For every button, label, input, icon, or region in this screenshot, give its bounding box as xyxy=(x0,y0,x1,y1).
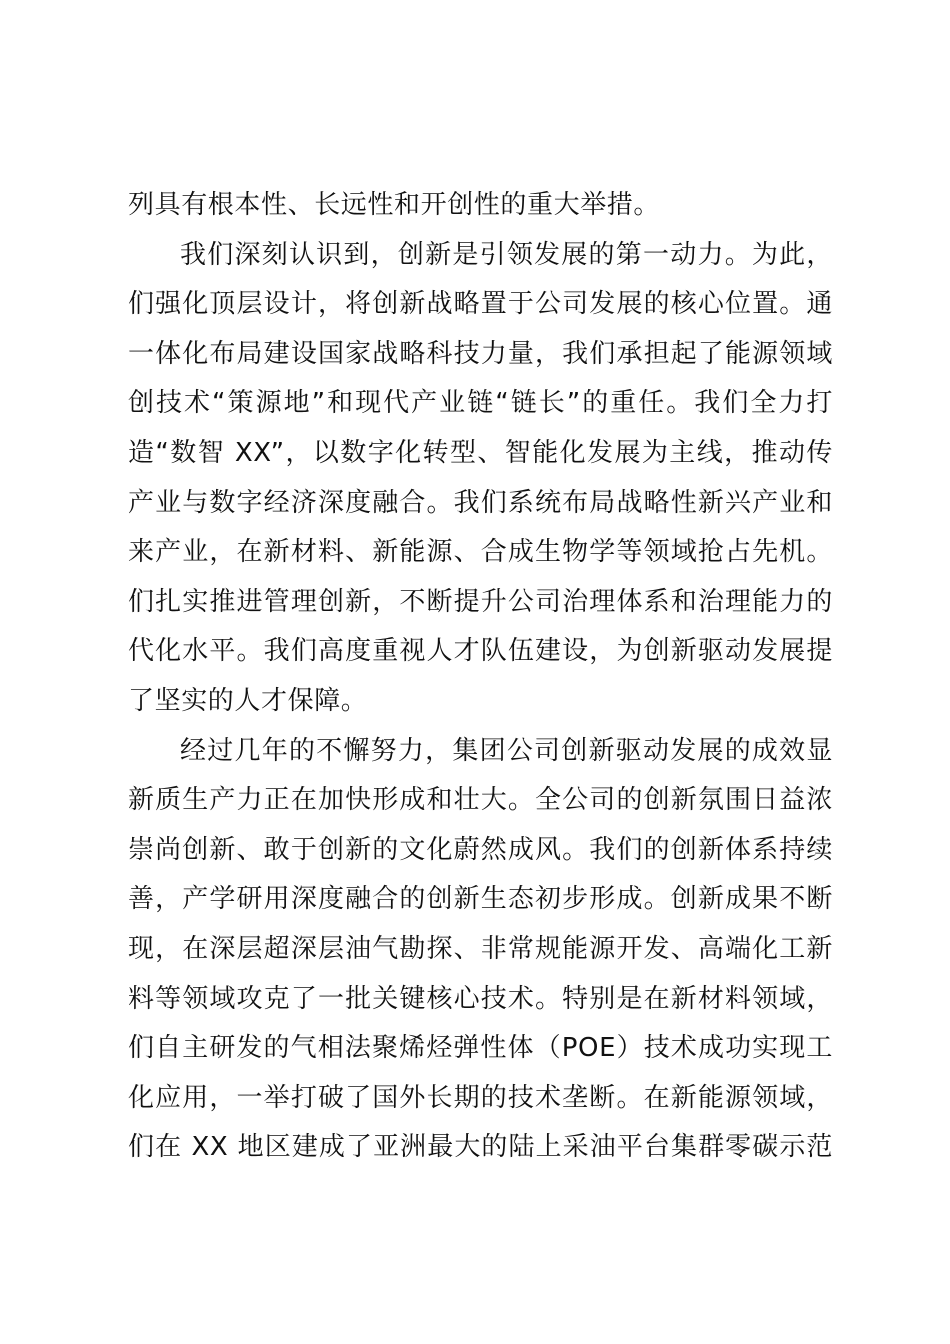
text-line: 来产业，在新材料、新能源、合成生物学等领域抢占先机。 xyxy=(128,537,833,568)
text-line: 列具有根本性、长远性和开创性的重大举措。 xyxy=(128,190,661,220)
text-line: 一体化布局建设国家战略科技力量，我们承担起了能源领域 xyxy=(128,338,833,369)
text-line: 化应用，一举打破了国外长期的技术垄断。在新能源领域， xyxy=(128,1082,833,1113)
document-body xyxy=(128,181,833,1173)
text-line: 新质生产力正在加快形成和壮大。全公司的创新氛围日益浓 xyxy=(128,785,833,816)
text-line: 们强化顶层设计，将创新战略置于公司发展的核心位置。通 xyxy=(128,289,833,320)
text-line: 现，在深层超深层油气勘探、非常规能源开发、高端化工新 xyxy=(128,933,833,964)
text-line: 创技术“策源地”和现代产业链“链长”的重任。我们全力打 xyxy=(128,388,833,419)
text-line: 善，产学研用深度融合的创新生态初步形成。创新成果不断 xyxy=(128,884,833,915)
text-line: 们在 XX 地区建成了亚洲最大的陆上采油平台集群零碳示范 xyxy=(128,1132,833,1163)
text-line: 料等领域攻克了一批关键核心技术。特别是在新材料领域， xyxy=(128,983,833,1014)
text-line: 们自主研发的气相法聚烯烃弹性体（POE）技术成功实现工 xyxy=(128,1033,833,1064)
text-line: 产业与数字经济深度融合。我们系统布局战略性新兴产业和 xyxy=(128,487,833,518)
text-line: 了坚实的人才保障。 xyxy=(128,685,368,716)
text-line: 崇尚创新、敢于创新的文化蔚然成风。我们的创新体系持续 xyxy=(128,834,833,865)
text-line: 们扎实推进管理创新，不断提升公司治理体系和治理能力的 xyxy=(128,586,833,617)
text-line: 经过几年的不懈努力，集团公司创新驱动发展的成效显 xyxy=(180,735,833,766)
text-line: 造“数智 XX”，以数字化转型、智能化发展为主线，推动传 xyxy=(128,437,833,468)
text-line: 代化水平。我们高度重视人才队伍建设，为创新驱动发展提 xyxy=(128,636,833,667)
text-line: 我们深刻认识到，创新是引领发展的第一动力。为此， xyxy=(180,239,833,270)
